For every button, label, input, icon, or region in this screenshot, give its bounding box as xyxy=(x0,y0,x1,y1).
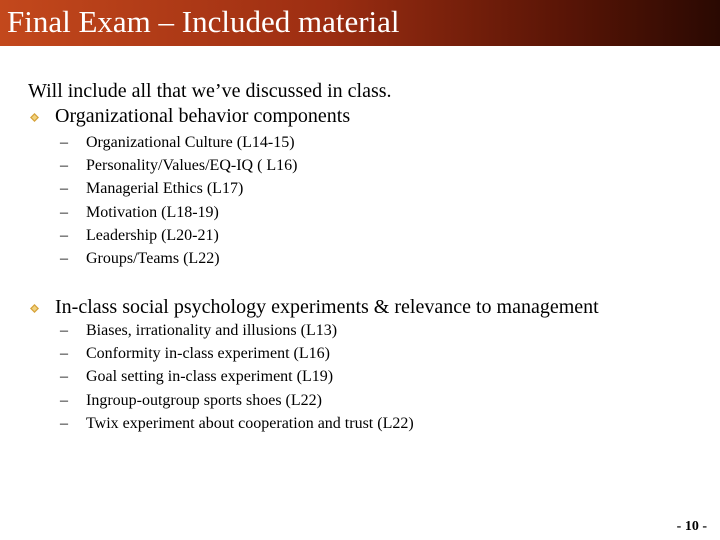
list-item-text: Twix experiment about cooperation and trust (L22) xyxy=(86,414,414,432)
list-item-text: Leadership (L20-21) xyxy=(86,226,219,244)
list-item-text: Goal setting in-class experiment (L19) xyxy=(86,368,334,386)
list-item-text: Groups/Teams (L22) xyxy=(86,249,220,267)
dash-bullet: – xyxy=(60,345,68,363)
title-bar xyxy=(0,0,720,46)
list-item-text: Conformity in-class experiment (L16) xyxy=(86,345,330,363)
dash-bullet: – xyxy=(60,157,68,175)
dash-bullet: – xyxy=(60,180,68,198)
slide-title: Final Exam – Included material xyxy=(7,4,400,39)
list-item-text: Ingroup-outgroup sports shoes (L22) xyxy=(86,391,322,409)
list-item-text: Biases, irrationality and illusions (L13) xyxy=(86,322,338,339)
dash-bullet: – xyxy=(60,322,68,339)
list-item-text: Motivation (L18-19) xyxy=(86,203,219,221)
dash-bullet: – xyxy=(60,203,68,221)
dash-bullet: – xyxy=(60,368,68,386)
dash-bullet: – xyxy=(60,391,68,409)
diamond-bullet-icon xyxy=(30,113,39,122)
intro-text: Will include all that we’ve discussed in class. xyxy=(28,80,392,102)
diamond-bullet-icon xyxy=(30,304,39,313)
section-heading: Organizational behavior components xyxy=(55,105,351,127)
dash-bullet: – xyxy=(60,249,68,267)
dash-bullet: – xyxy=(60,226,68,244)
page-number: - 10 - xyxy=(676,519,707,534)
dash-bullet: – xyxy=(60,134,68,151)
section-heading: In-class social psychology experiments & relevance to management xyxy=(55,296,599,318)
list-item-text: Managerial Ethics (L17) xyxy=(86,180,244,198)
dash-bullet: – xyxy=(60,414,68,432)
list-item-text: Organizational Culture (L14-15) xyxy=(86,134,295,151)
list-item-text: Personality/Values/EQ-IQ ( L16) xyxy=(86,157,298,175)
